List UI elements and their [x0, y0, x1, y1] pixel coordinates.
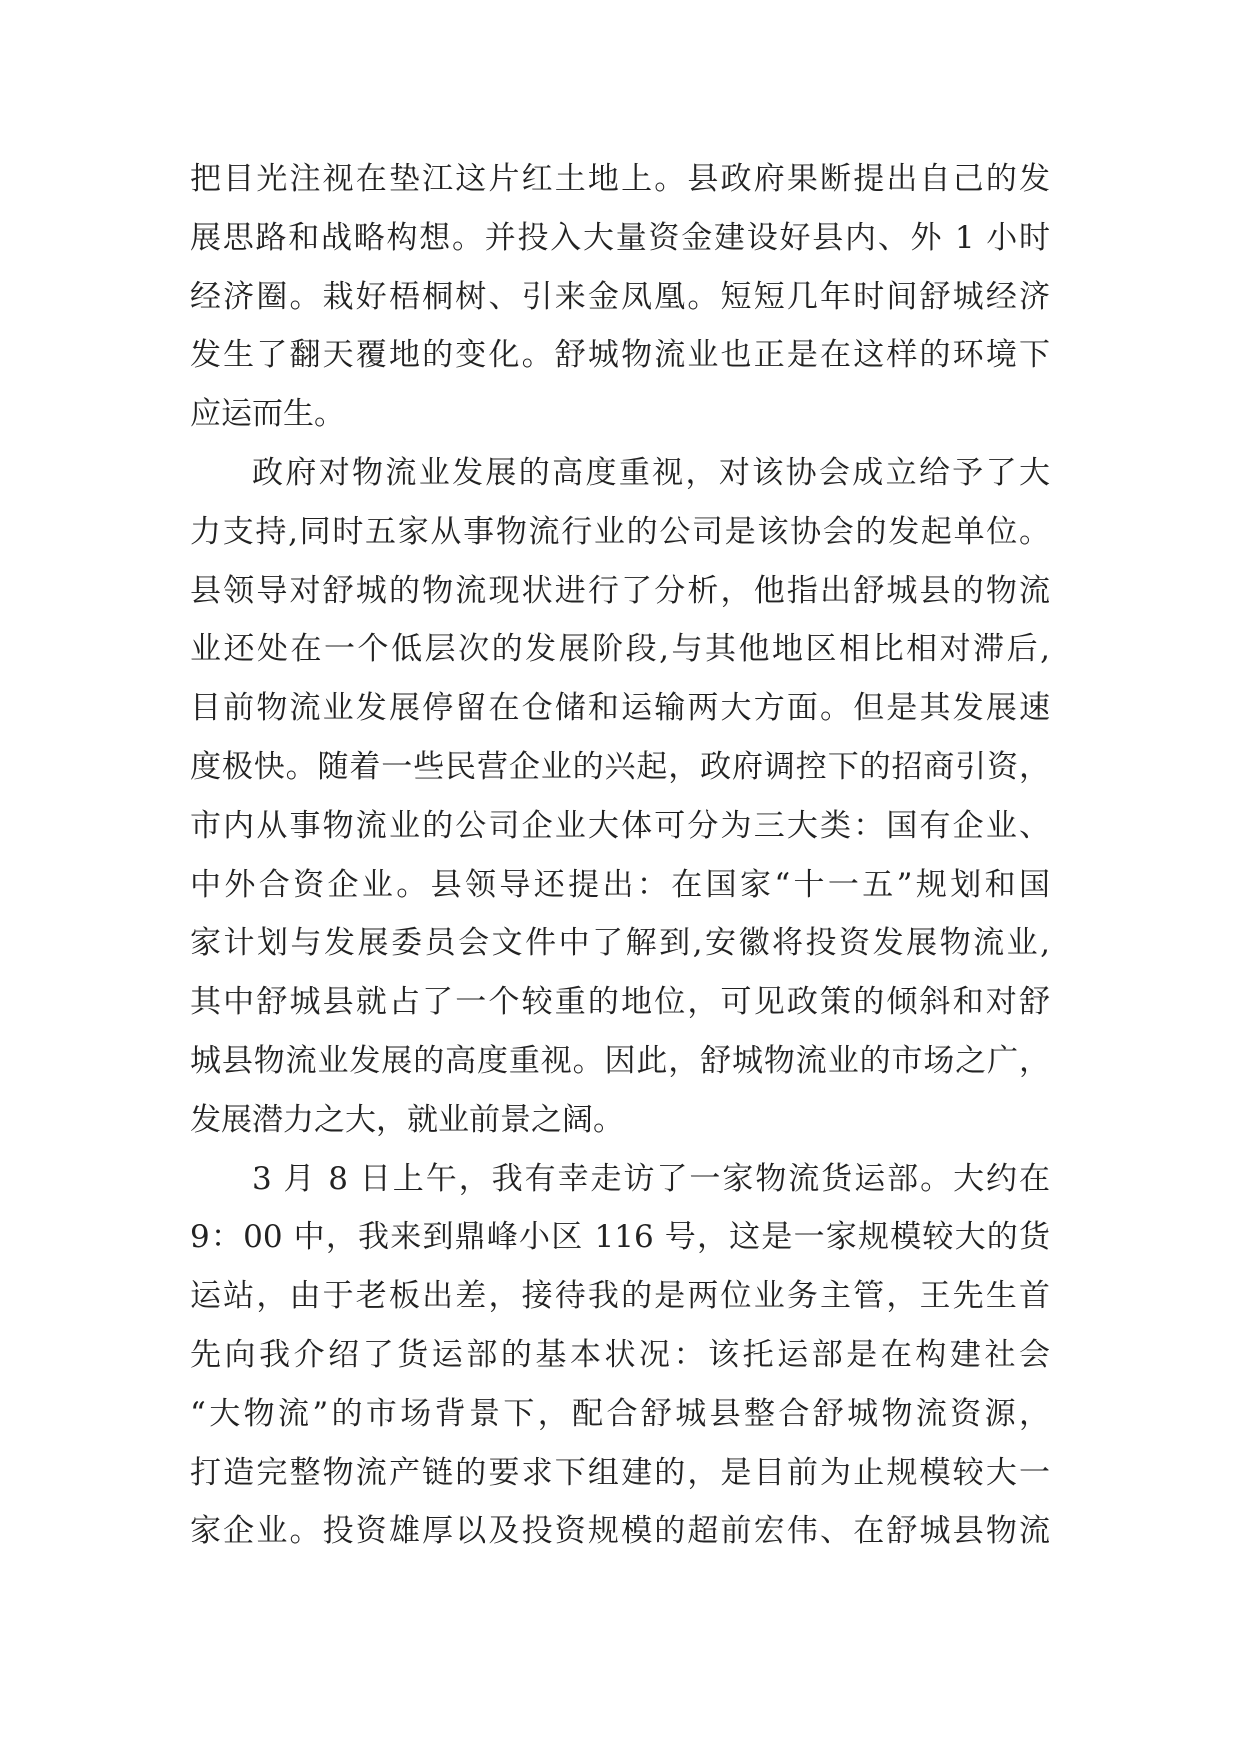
text-line: 其中舒城县就占了一个较重的地位，可见政策的倾斜和对舒: [190, 984, 1050, 1021]
text-line: 家计划与发展委员会文件中了解到,安徽将投资发展物流业,: [190, 925, 1050, 962]
text-line: 力支持,同时五家从事物流行业的公司是该协会的发起单位。: [190, 513, 1050, 550]
text-line: 应运而生。: [190, 396, 345, 433]
text-line: 展思路和战略构想。并投入大量资金建设好县内、外 1 小时: [190, 219, 1050, 256]
text-line: 把目光注视在垫江这片红土地上。县政府果断提出自己的发: [190, 161, 1050, 197]
text-line: 发生了翻天覆地的变化。舒城物流业也正是在这样的环境下: [190, 337, 1050, 374]
text-line: 业还处在一个低层次的发展阶段,与其他地区相比相对滞后,: [190, 631, 1050, 668]
paragraph-first-line: 政府对物流业发展的高度重视，对该协会成立给予了大: [252, 454, 1050, 491]
text-line: 目前物流业发展停留在仓储和运输两大方面。但是其发展速: [190, 690, 1050, 727]
paragraph-first-line: 3 月 8 日上午，我有幸走访了一家物流货运部。大约在: [252, 1160, 1050, 1197]
text-line: 城县物流业发展的高度重视。因此，舒城物流业的市场之广，: [190, 1042, 1050, 1079]
text-line: 先向我介绍了货运部的基本状况：该托运部是在构建社会: [190, 1336, 1050, 1373]
text-line: 县领导对舒城的物流现状进行了分析，他指出舒城县的物流: [190, 572, 1050, 609]
text-line: 中外合资企业。县领导还提出：在国家“十一五”规划和国: [190, 866, 1050, 903]
text-line: 发展潜力之大，就业前景之阔。: [190, 1101, 624, 1138]
text-line: 市内从事物流业的公司企业大体可分为三大类：国有企业、: [190, 807, 1050, 844]
text-line: 运站，由于老板出差，接待我的是两位业务主管，王先生首: [190, 1278, 1050, 1315]
text-line: 9：00 中，我来到鼎峰小区 116 号，这是一家规模较大的货: [190, 1219, 1050, 1256]
text-line: 度极快。随着一些民营企业的兴起，政府调控下的招商引资，: [190, 748, 1050, 785]
text-line: 家企业。投资雄厚以及投资规模的超前宏伟、在舒城县物流: [190, 1513, 1050, 1550]
text-line: 打造完整物流产链的要求下组建的，是目前为止规模较大一: [190, 1454, 1050, 1491]
text-line: “大物流”的市场背景下，配合舒城县整合舒城物流资源，: [190, 1395, 1050, 1432]
document-body: [190, 150, 1050, 1561]
text-line: 经济圈。栽好梧桐树、引来金凤凰。短短几年时间舒城经济: [190, 278, 1050, 315]
